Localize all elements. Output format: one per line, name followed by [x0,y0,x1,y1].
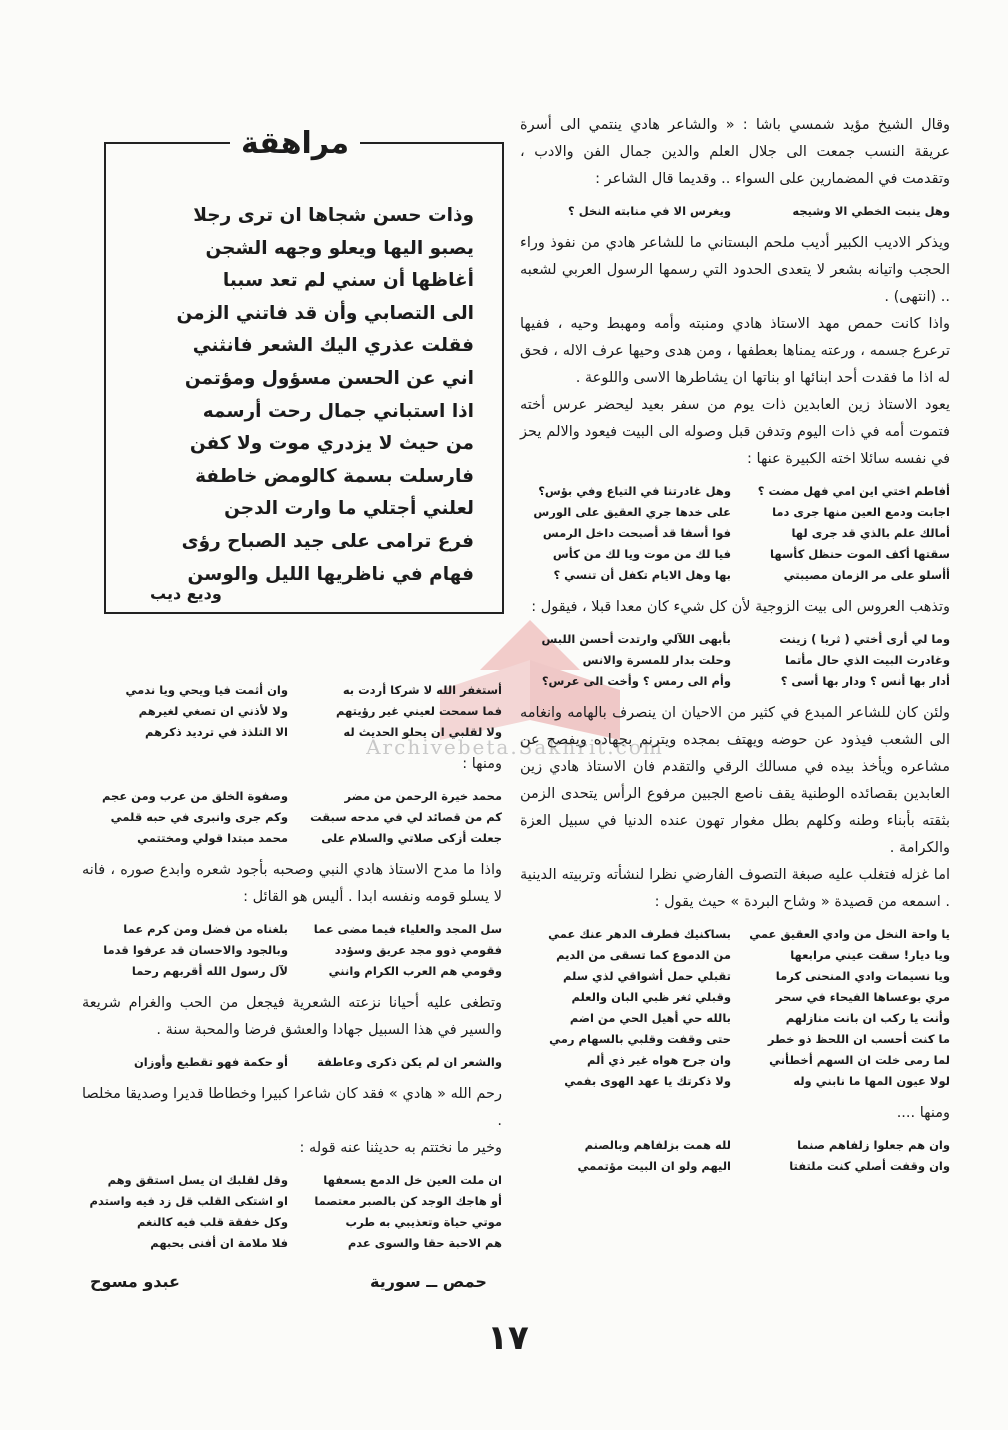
paragraph: وقال الشيخ مؤيد شمسي باشا : « والشاعر هادي ينتمي الى أسرة عريقة النسب جمعت الى جلال العلم والدين جمال الفن والادب ، وتقدمت في المضمارين على السواء .. وقديما قال الشاعر : [520,117,950,187]
hemistich: لله همت بزلفاهم وبالصنم [584,1138,731,1152]
paragraph: ومنها : [462,756,502,772]
left-column [82,672,502,1262]
hemistich: ولا لأذني ان تصغي لغيرهم [138,704,288,718]
hemistich: سقتها أكف الموت حنظل كأسها [770,547,950,561]
hemistich: وصفوة الخلق من عرب ومن عجم [102,789,288,803]
hemistich: لولا عيون المها ما نابني وله [793,1074,950,1088]
poem-line: فارسلت بسمة كالومض خاطفة [195,465,474,487]
paragraph: ويذكر الاديب الكبير أديب ملحم البستاني ما للشاعر هادي من نفوذ وراء الحجب واتيانه بشعر لا يتعدى الحدود التي رسمها الرسول العربي لشعبه .. (انتهى) . [520,235,950,305]
hemistich: ويا نسيمات وادي المنحنى كرما [775,969,950,983]
verse-block [82,1170,502,1254]
hemistich: بساكنيك فطرف الدهر عنك عمي [548,927,731,941]
poem-line: اني عن الحسن مسؤول ومؤتمن [184,367,474,389]
hemistich: لما رمى خلت ان السهم أخطأني [769,1053,950,1067]
paragraph: ومنها .... [896,1105,950,1121]
poem-line: يصبو اليها ويعلو وجهه الشجن [205,237,474,259]
hemistich: ما كنت أحسب ان اللحظ ذو خطر [767,1032,950,1046]
hemistich: ويغرس الا في منابته النخل ؟ [568,204,731,218]
signoff-author: عبدو مسوح [90,1272,180,1291]
hemistich: وما لي أرى أختي ( ثريا ) زينت [779,632,950,646]
hemistich: أو هاجك الوجد كن بالصبر معتصما [314,1194,502,1208]
hemistich: وقومي هم العرب الكرام وانني [328,964,502,978]
poem-line: فقلت عذري اليك الشعر فانثني [192,335,474,357]
poem-line: فرع ترامى على جيد الصباح رؤى [181,530,474,552]
watermark-site: Archivebeta.Sakhrit.com [366,735,664,759]
paragraph: رحم الله « هادي » فقد كان شاعرا كبيرا وخطاطا قديرا وصديقا مخلصا . [82,1086,502,1129]
hemistich: ان ملت العين خل الدمع يسعفها [323,1173,502,1187]
hemistich: وأم الى رمس ؟ وأخت الى عرس؟ [541,674,731,688]
hemistich: كم من قصائد لي في مدحه سبقت [310,810,502,824]
verse [82,1052,502,1073]
page-number: ١٧ [487,1318,529,1358]
hemistich: هم الاحبة حقا والسوى عدم [347,1236,502,1250]
hemistich: فوا أسفا قد أصبحت داخل الرمس [542,526,731,540]
hemistich: وبالجود والاحسان قد عرفوا قدما [103,943,288,957]
poem-line: وذات حسن شجاها ان ترى رجلا [193,205,474,226]
hemistich: ويا ديار! سقت عيني مرابعها [790,948,950,962]
hemistich: سل المجد والعلياء فيما مضى عما [313,922,502,936]
hemistich: وكم جرى وانبرى في حبه قلمي [110,810,288,824]
right-column [520,112,950,1185]
hemistich: ولا ذكرتك يا عهد الهوى بفمي [564,1074,731,1088]
hemistich: وان أثمت فيا ويحي ويا ندمي [125,683,288,697]
verse-block [520,629,950,692]
verse-block [82,786,502,849]
verse-block [520,481,950,586]
hemistich: محمد مبتدا قولي ومختتمي [137,831,288,845]
hemistich: الا التلذذ في ترديد ذكرهم [145,725,288,739]
hemistich: أمالك علم بالذي قد جرى لها [791,526,950,540]
hemistich: وقبلي ثغر ظبي البان والعلم [571,990,731,1004]
poem-line: لعلني أجتلي ما وارت الدجن [224,498,474,520]
hemistich: أأسلو على مر الزمان مصيبتي [783,568,950,582]
poem-line: أغاظها أن سني لم تعد سببا [222,270,474,292]
hemistich: أدار بها أنس ؟ ودار بها أسى ؟ [780,674,950,688]
hemistich: ولا لقلبي ان يحلو الحديث له [343,725,502,739]
hemistich: وأنت يا ركب ان بانت منازلهم [785,1011,950,1025]
hemistich: فيا لك من موت ويا لك من كأس [552,547,731,561]
hemistich: حتى وقفت وقلبي بالسهام رمي [549,1032,731,1046]
poem-line: من حيث لا يزدري موت ولا كفن [189,433,474,455]
signoff-place: حمص ــ سورية [370,1272,487,1291]
verse-block [82,919,502,982]
poem-author: وديع ديب [150,584,222,603]
hemistich: اجابت ودمع العين منها جرى دما [772,505,950,519]
paragraph: اما غزله فتغلب عليه صبغة التصوف الفارضي نظرا لنشأته وتربيته الدينية . اسمعه من قصيدة « وشاح البردة » حيث يقول : [520,867,950,910]
paragraph: واذا ما مدح الاستاذ هادي النبي وصحبه بأجود شعره وابدع صوره ، فانه لا يسلو قومه ونفسه ابدا . أليس هو القائل : [82,862,502,905]
hemistich: وقل لقلبك ان يسل استقق وهم [107,1173,288,1187]
hemistich: اليهم ولو ان البيت مؤتممي [577,1159,731,1173]
hemistich: وحلت بدار للمسرة والانس [582,653,731,667]
paragraph: وتطغى عليه أحيانا نزعته الشعرية فيجعل من الحب والغرام شريعة والسير في هذا السبيل جهادا والعشق فرضا والمحبة سنة . [82,995,502,1038]
hemistich: مري بوعساها الفيحاء في سحر [775,990,950,1004]
paragraph: وتذهب العروس الى بيت الزوجية لأن كل شيء كان معدا قبلا ، فيقول : [531,599,950,615]
hemistich: محمد خيرة الرحمن من مضر [344,789,502,803]
paragraph: ولئن كان للشاعر المبدع في كثير من الاحيان ان ينصرف بالهامه وانغامه الى الشعب فيذود عن حوضه ويهتف بمجده ويترنم بجهاده ويفصح عن مشاعره ويأخذ بيده في مسالك الرقي والتقدم فان الاستاذ هادي زين العابدين بقصائده الوطنية يقف ناصع الجبين مرفوع الرأس يتحدى الزمن بثقته بأبناء وطنه وكلهم بطل مغوار تهون عنده الدنيا في سبيل العزة والكرامة . [520,705,950,856]
hemistich: أو حكمة فهو تقطيع وأوزان [133,1055,288,1069]
hemistich: وهل غادرتنا في التياع وفي بؤس؟ [538,484,731,498]
verse [520,201,950,222]
poem-line: الى التصابي وأن قد فاتني الزمن [176,302,474,324]
hemistich: وكل خفقة قلب فيه كالنغم [136,1215,288,1229]
verse-block [520,924,950,1092]
hemistich: وان هم جعلوا زلفاهم صنما [797,1138,950,1152]
hemistich: فقومي ذوو مجد عريق وسؤدد [334,943,502,957]
hemistich: بلغناه من فضل ومن كرم عما [123,922,288,936]
paragraph: يعود الاستاذ زين العابدين ذات يوم من سفر بعيد ليحضر عرس أخته فتموت أمه في ذات اليوم وتدفن قبل وصوله الى البيت فيعود والالم يحز في نفسه سائلا اخته الكبيرة عنها : [520,397,950,467]
hemistich: فلا ملامة ان أفنى بحبهم [150,1236,288,1250]
hemistich: وان وقفت أصلي كنت ملتفتا [789,1159,950,1173]
hemistich: بأبهى اللآلي وارتدت أحسن اللبس [541,632,731,646]
hemistich: بها وهل الايام تكفل أن تنسي ؟ [553,568,731,582]
hemistich: يا واحة النخل من وادي العقيق عمي [749,927,950,941]
hemistich: لآل رسول الله أقربهم رحما [131,964,288,978]
hemistich: من الدموع كما تسقى من الديم [556,948,731,962]
hemistich: أفاطم اختي اين امي فهل مضت ؟ [757,484,950,498]
hemistich: تقبلي حمل أشواقي لذي سلم [563,969,731,983]
hemistich: وان جرح هواه غير ذي ألم [587,1053,731,1067]
poem-lines [134,200,474,591]
hemistich: او اشتكى القلب قل زد فيه واستدم [89,1194,288,1208]
verse-block [82,680,502,743]
hemistich: وغادرت البيت الذي حال مأتما [784,653,950,667]
hemistich: جعلت أزكى صلاتي والسلام على [321,831,502,845]
hemistich: موتي حياة وتعذيبي به طرب [345,1215,502,1229]
poem-line: فهام في ناظريها الليل والوسن [187,563,474,585]
hemistich: على خدها جري العقيق على الورس [533,505,731,519]
paragraph: وخير ما نختتم به حديثنا عنه قوله : [299,1140,502,1156]
paragraph: واذا كانت حمص مهد الاستاذ هادي ومنبته وأمه ومهبط وحيه ، ففيها ترعرع جسمه ، ورعته يمناها بعطفها ، ومن هدى وحيها عرف الاله ، فحق له اذا ما فقدت أحد ابنائها او بناتها ان يشاطرها الاسى واللوعة . [520,316,950,386]
hemistich: فما سمحت لعيني غير رؤيتهم [336,704,502,718]
hemistich: والشعر ان لم يكن ذكرى وعاطفة [317,1055,502,1069]
poem-title: مراهقة [230,120,360,168]
poem-line: اذا استباني جمال رحت أرسمه [202,400,474,422]
hemistich: بالله حي أهيل الحي من اضم [569,1011,731,1025]
hemistich: أستغفر الله لا شركا أردت به [342,683,502,697]
hemistich: وهل ينبت الخطي الا وشيجه [792,204,950,218]
verse-block [520,1135,950,1177]
